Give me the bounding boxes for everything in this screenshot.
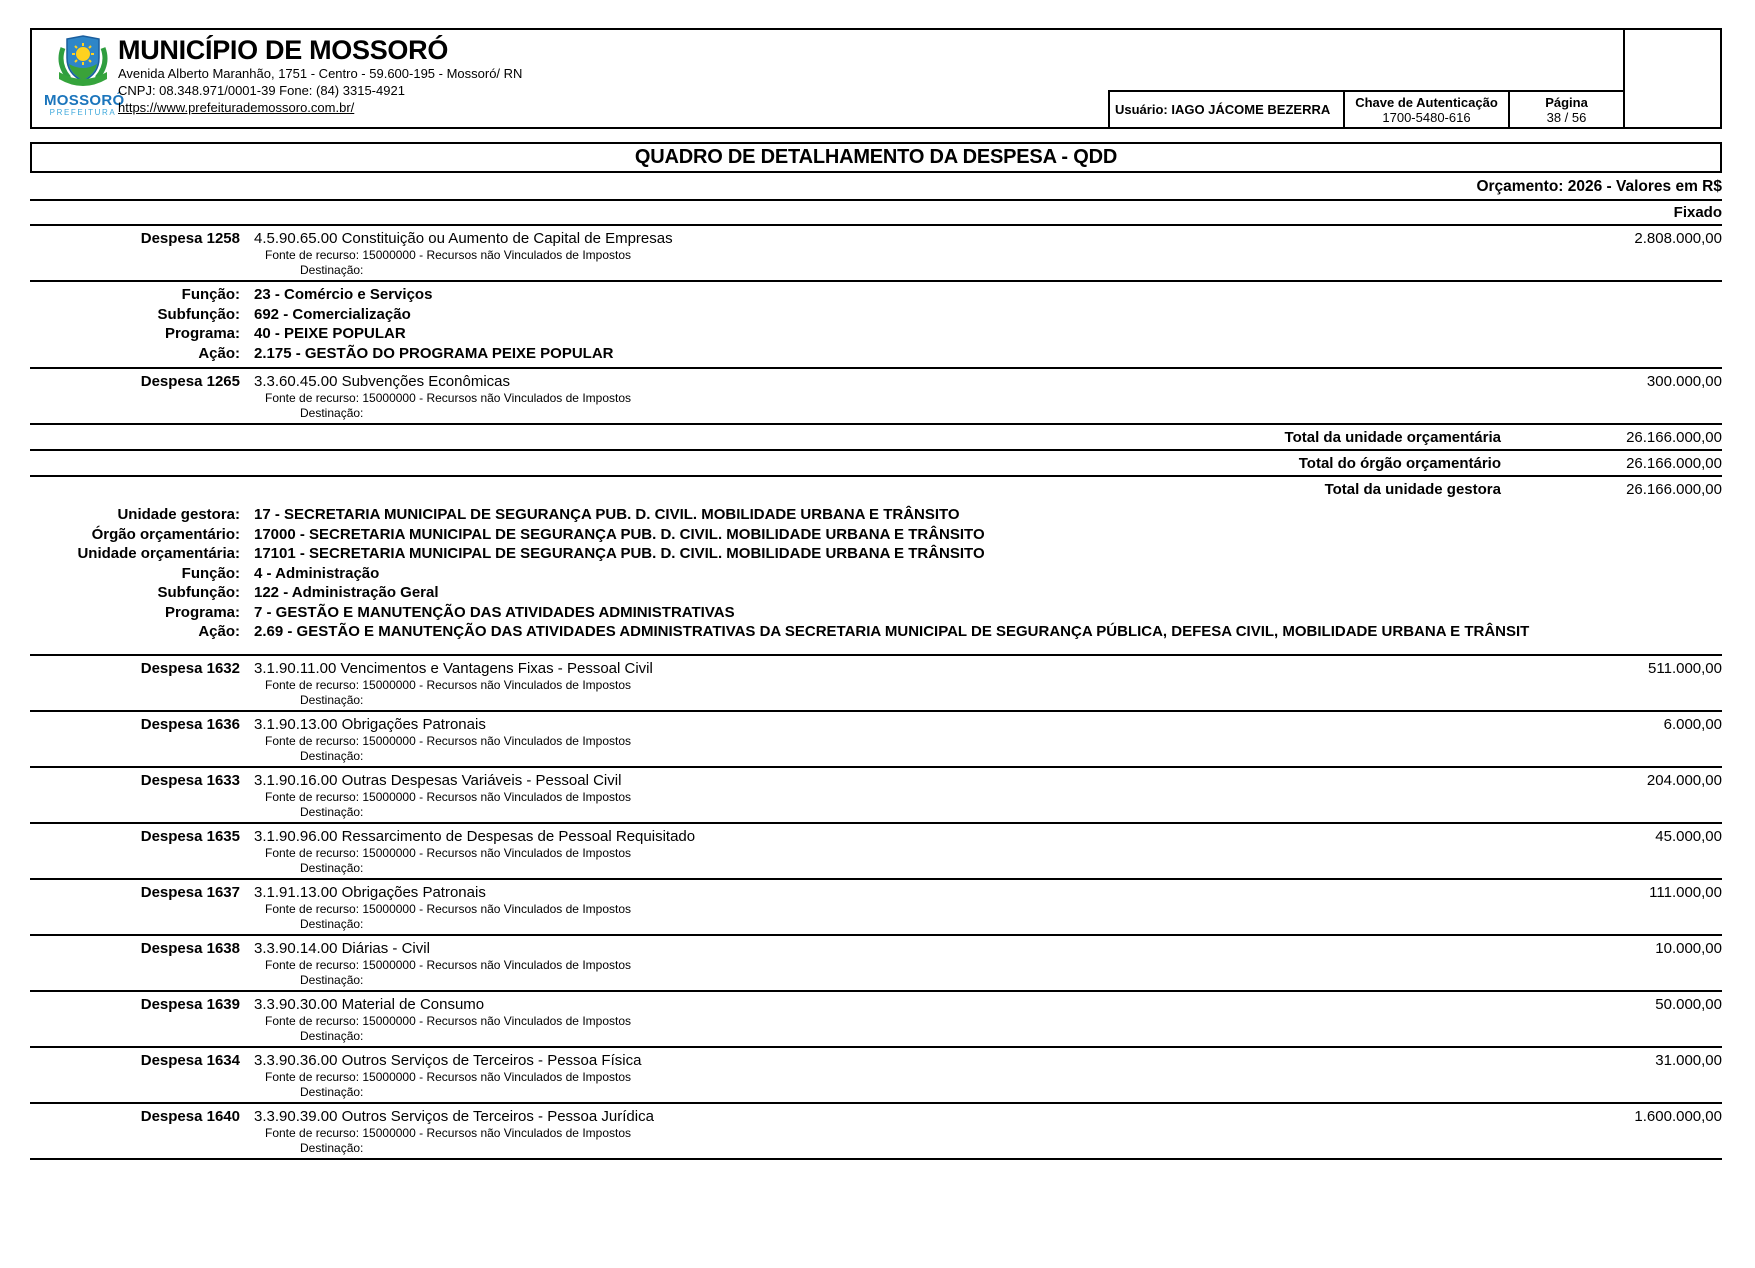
header-info-cells: [1108, 90, 1623, 127]
despesa-row: [30, 768, 1722, 824]
classification-row: [30, 583, 1722, 603]
total-value: 26.166.000,00: [1626, 455, 1722, 472]
page-header: [30, 28, 1722, 129]
total-label: Total da unidade gestora: [1324, 481, 1501, 498]
despesa-label: Despesa 1265: [140, 373, 240, 390]
auth-key-label: Chave de Autenticação: [1355, 94, 1498, 110]
classification-label: Unidade orçamentária:: [77, 545, 240, 562]
classification-label: Programa:: [164, 325, 240, 342]
classification-value: 17101 - SECRETARIA MUNICIPAL DE SEGURANÇA PUB. D. CIVIL. MOBILIDADE URBANA E TRÂNSITO: [254, 545, 985, 562]
total-row: [30, 451, 1722, 477]
classification-label: Ação:: [198, 623, 240, 640]
despesa-value: 511.000,00: [1648, 659, 1722, 677]
value-column-header: Fixado: [30, 201, 1722, 226]
despesa-value: 1.600.000,00: [1634, 1107, 1722, 1125]
funding-source: Fonte de recurso: 15000000 - Recursos não Vinculados de Impostos: [265, 1069, 631, 1084]
total-row: [30, 425, 1722, 451]
classification-block: [30, 501, 1722, 656]
despesa-value: 50.000,00: [1655, 995, 1722, 1013]
despesa-label: Despesa 1633: [140, 771, 240, 789]
classification-row: [30, 305, 1722, 325]
funding-source: Fonte de recurso: 15000000 - Recursos não Vinculados de Impostos: [265, 391, 631, 405]
destination-label: Destinação:: [300, 748, 364, 763]
budget-note: Orçamento: 2026 - Valores em R$: [30, 175, 1722, 201]
despesa-description: 3.1.90.16.00 Outras Despesas Variáveis - Pessoal Civil: [254, 771, 622, 789]
classification-row: [30, 285, 1722, 305]
destination-label: Destinação:: [300, 263, 364, 277]
report-title-box: [30, 142, 1722, 173]
crest-icon: [55, 34, 111, 88]
despesa-value: 31.000,00: [1655, 1051, 1722, 1069]
classification-row: [30, 525, 1722, 545]
despesa-description: 3.3.90.36.00 Outros Serviços de Terceiros - Pessoa Física: [254, 1051, 642, 1069]
destination-label: Destinação:: [300, 406, 364, 420]
despesa-value: 111.000,00: [1649, 883, 1722, 901]
destination-label: Destinação:: [300, 972, 364, 987]
destination-label: Destinação:: [300, 860, 364, 875]
destination-label: Destinação:: [300, 692, 364, 707]
organization-block: [118, 35, 522, 117]
classification-value: 23 - Comércio e Serviços: [254, 286, 433, 303]
classification-label: Subfunção:: [157, 305, 240, 323]
logo-subtitle: PREFEITURA: [49, 108, 117, 117]
classification-row: [30, 603, 1722, 623]
classification-block: [30, 282, 1722, 369]
total-label: Total da unidade orçamentária: [1284, 429, 1501, 446]
destination-label: Destinação:: [300, 916, 364, 931]
auth-key-cell: [1343, 90, 1508, 127]
header-empty-box: [1625, 28, 1722, 129]
page-number: 38 / 56: [1546, 109, 1587, 125]
classification-label: Subfunção:: [157, 584, 240, 601]
classification-label: Função:: [181, 286, 240, 303]
despesa-row: [30, 656, 1722, 712]
total-value: 26.166.000,00: [1626, 481, 1722, 498]
page-cell: [1508, 90, 1623, 127]
despesa-row: [30, 1048, 1722, 1104]
despesa-label: Despesa 1632: [140, 659, 240, 677]
funding-source: Fonte de recurso: 15000000 - Recursos não Vinculados de Impostos: [265, 789, 631, 804]
municipality-name: MUNICÍPIO DE MOSSORÓ: [118, 35, 449, 65]
despesa-row: [30, 936, 1722, 992]
user-cell: [1108, 90, 1343, 127]
despesa-value: 10.000,00: [1655, 939, 1722, 957]
funding-source: Fonte de recurso: 15000000 - Recursos não Vinculados de Impostos: [265, 677, 631, 692]
despesa-row: [30, 226, 1722, 282]
classification-label: Unidade gestora:: [117, 506, 240, 523]
classification-value: 17000 - SECRETARIA MUNICIPAL DE SEGURANÇA PUB. D. CIVIL. MOBILIDADE URBANA E TRÂNSITO: [254, 525, 985, 543]
despesa-description: 3.1.90.13.00 Obrigações Patronais: [254, 715, 486, 733]
despesa-description: 3.1.90.96.00 Ressarcimento de Despesas de Pessoal Requisitado: [254, 827, 696, 845]
despesa-value: 6.000,00: [1663, 715, 1722, 733]
despesa-row: [30, 824, 1722, 880]
despesa-value: 2.808.000,00: [1634, 230, 1722, 247]
despesa-description: 4.5.90.65.00 Constituição ou Aumento de Capital de Empresas: [254, 230, 673, 247]
classification-value: 4 - Administração: [254, 564, 380, 582]
despesa-description: 3.3.90.39.00 Outros Serviços de Terceiros - Pessoa Jurídica: [254, 1107, 654, 1125]
despesa-label: Despesa 1636: [140, 715, 240, 733]
classification-label: Órgão orçamentário:: [91, 525, 240, 543]
classification-row: [30, 505, 1722, 525]
despesa-label: Despesa 1634: [140, 1051, 240, 1069]
classification-value: 692 - Comercialização: [254, 305, 411, 323]
website-link[interactable]: https://www.prefeiturademossoro.com.br/: [118, 100, 355, 115]
classification-label: Programa:: [164, 603, 240, 621]
expense-table: [30, 226, 1722, 1160]
despesa-value: 45.000,00: [1655, 827, 1722, 845]
funding-source: Fonte de recurso: 15000000 - Recursos não Vinculados de Impostos: [265, 1013, 631, 1028]
despesa-label: Despesa 1637: [140, 883, 240, 901]
despesa-label: Despesa 1640: [140, 1107, 240, 1125]
classification-value: 2.69 - GESTÃO E MANUTENÇÃO DAS ATIVIDADES ADMINISTRATIVAS DA SECRETARIA MUNICIPAL DE SEGURANÇA PÚBLICA, DEFESA CIVIL, MOBILIDADE URBANA E TRÂNSIT: [254, 623, 1530, 640]
user-label: Usuário: IAGO JÁCOME BEZERRA: [1115, 102, 1331, 117]
classification-value: 40 - PEIXE POPULAR: [254, 325, 406, 342]
logo-wordmark: MOSSORÓ: [44, 92, 125, 109]
funding-source: Fonte de recurso: 15000000 - Recursos não Vinculados de Impostos: [265, 901, 631, 916]
despesa-row: [30, 880, 1722, 936]
despesa-value: 204.000,00: [1646, 771, 1722, 789]
city-crest-logo: [44, 34, 125, 117]
header-main-box: [30, 28, 1625, 129]
despesa-label: Despesa 1639: [140, 995, 240, 1013]
classification-row: [30, 344, 1722, 364]
total-row: [30, 477, 1722, 501]
despesa-row: [30, 992, 1722, 1048]
classification-row: [30, 324, 1722, 344]
classification-label: Função:: [181, 564, 240, 582]
funding-source: Fonte de recurso: 15000000 - Recursos não Vinculados de Impostos: [265, 1125, 631, 1140]
funding-source: Fonte de recurso: 15000000 - Recursos não Vinculados de Impostos: [265, 248, 631, 262]
despesa-description: 3.1.90.11.00 Vencimentos e Vantagens Fixas - Pessoal Civil: [254, 659, 653, 677]
classification-row: [30, 622, 1722, 642]
classification-value: 2.175 - GESTÃO DO PROGRAMA PEIXE POPULAR: [254, 344, 614, 362]
despesa-label: Despesa 1258: [140, 230, 240, 247]
classification-value: 7 - GESTÃO E MANUTENÇÃO DAS ATIVIDADES ADMINISTRATIVAS: [254, 603, 735, 621]
despesa-label: Despesa 1635: [140, 827, 240, 845]
classification-row: [30, 564, 1722, 584]
destination-label: Destinação:: [300, 804, 364, 819]
destination-label: Destinação:: [300, 1140, 364, 1155]
auth-key-value: 1700-5480-616: [1382, 109, 1471, 125]
despesa-label: Despesa 1638: [140, 939, 240, 957]
funding-source: Fonte de recurso: 15000000 - Recursos não Vinculados de Impostos: [265, 957, 631, 972]
page-label: Página: [1545, 94, 1588, 110]
despesa-row: [30, 1104, 1722, 1160]
classification-label: Ação:: [198, 344, 240, 362]
destination-label: Destinação:: [300, 1084, 364, 1099]
funding-source: Fonte de recurso: 15000000 - Recursos não Vinculados de Impostos: [265, 733, 631, 748]
despesa-row: [30, 369, 1722, 425]
despesa-row: [30, 712, 1722, 768]
classification-value: 17 - SECRETARIA MUNICIPAL DE SEGURANÇA PUB. D. CIVIL. MOBILIDADE URBANA E TRÂNSITO: [254, 506, 960, 523]
report-title: QUADRO DE DETALHAMENTO DA DESPESA - QDD: [634, 146, 1118, 168]
despesa-description: 3.3.60.45.00 Subvenções Econômicas: [254, 373, 511, 390]
classification-row: [30, 544, 1722, 564]
despesa-description: 3.1.91.13.00 Obrigações Patronais: [254, 883, 486, 901]
address-line: Avenida Alberto Maranhão, 1751 - Centro - 59.600-195 - Mossoró/ RN: [118, 66, 523, 81]
total-label: Total do órgão orçamentário: [1298, 455, 1501, 472]
despesa-value: 300.000,00: [1646, 373, 1722, 390]
despesa-description: 3.3.90.14.00 Diárias - Civil: [254, 939, 430, 957]
funding-source: Fonte de recurso: 15000000 - Recursos não Vinculados de Impostos: [265, 845, 631, 860]
cnpj-phone-line: CNPJ: 08.348.971/0001-39 Fone: (84) 3315-4921: [118, 82, 405, 98]
destination-label: Destinação:: [300, 1028, 364, 1043]
classification-value: 122 - Administração Geral: [254, 584, 439, 601]
despesa-description: 3.3.90.30.00 Material de Consumo: [254, 995, 485, 1013]
total-value: 26.166.000,00: [1626, 429, 1722, 446]
